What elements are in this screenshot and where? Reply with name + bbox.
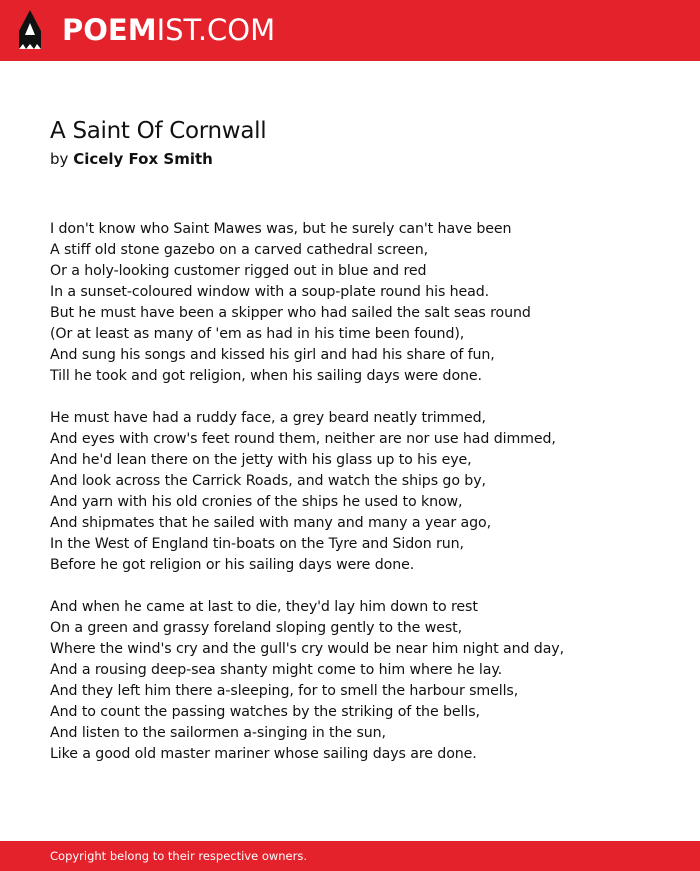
by-label: by — [50, 150, 69, 168]
poem-title: A Saint Of Cornwall — [50, 118, 267, 144]
poem-line: In the West of England tin-boats on the Tyre and Sidon run, — [50, 536, 464, 552]
poem-line: A stiff old stone gazebo on a carved cathedral screen, — [50, 242, 429, 258]
poem-line: But he must have been a skipper who had sailed the salt seas round — [50, 305, 531, 321]
poem-line: (Or at least as many of 'em as had in his time been found), — [50, 326, 465, 342]
site-footer — [0, 841, 700, 871]
poem-line: And yarn with his old cronies of the ships he used to know, — [50, 494, 463, 510]
stanza — [50, 597, 670, 765]
poem-body — [50, 219, 670, 786]
poem-line: And a rousing deep-sea shanty might come to him where he lay. — [50, 662, 503, 678]
poem-line: In a sunset-coloured window with a soup-plate round his head. — [50, 284, 490, 300]
poem-line: And look across the Carrick Roads, and watch the ships go by, — [50, 473, 486, 489]
logo-light-text: IST.COM — [156, 13, 276, 47]
poem-line: And they left him there a-sleeping, for to smell the harbour smells, — [50, 683, 519, 699]
poem-line: Or a holy-looking customer rigged out in blue and red — [50, 263, 427, 279]
poem-line: I don't know who Saint Mawes was, but he surely can't have been — [50, 221, 512, 237]
author-name: Cicely Fox Smith — [73, 150, 213, 168]
copyright-notice: Copyright belong to their respective owners. — [50, 849, 308, 863]
poem-line: He must have had a ruddy face, a grey beard neatly trimmed, — [50, 410, 486, 426]
stanza — [50, 408, 670, 576]
poem-line: Where the wind's cry and the gull's cry would be near him night and day, — [50, 641, 565, 657]
pencil-tip-icon[interactable] — [17, 9, 43, 51]
poem-line: Till he took and got religion, when his sailing days were done. — [50, 368, 482, 384]
poem-line: And listen to the sailormen a-singing in the sun, — [50, 725, 386, 741]
byline — [50, 148, 213, 170]
poem-line: On a green and grassy foreland sloping gently to the west, — [50, 620, 462, 636]
logo-bold-text: POEM — [62, 13, 157, 47]
stanza — [50, 219, 670, 387]
site-header — [0, 0, 700, 61]
poem-line: Before he got religion or his sailing days were done. — [50, 557, 415, 573]
poem-line: And shipmates that he sailed with many and many a year ago, — [50, 515, 492, 531]
poem-line: And eyes with crow's feet round them, neither are nor use had dimmed, — [50, 431, 556, 447]
poem-line: And to count the passing watches by the striking of the bells, — [50, 704, 480, 720]
poem-line: And he'd lean there on the jetty with his glass up to his eye, — [50, 452, 472, 468]
poem-line: Like a good old master mariner whose sailing days are done. — [50, 746, 477, 762]
poem-line: And when he came at last to die, they'd lay him down to rest — [50, 599, 478, 615]
site-logo[interactable] — [62, 12, 275, 48]
poem-line: And sung his songs and kissed his girl and had his share of fun, — [50, 347, 495, 363]
